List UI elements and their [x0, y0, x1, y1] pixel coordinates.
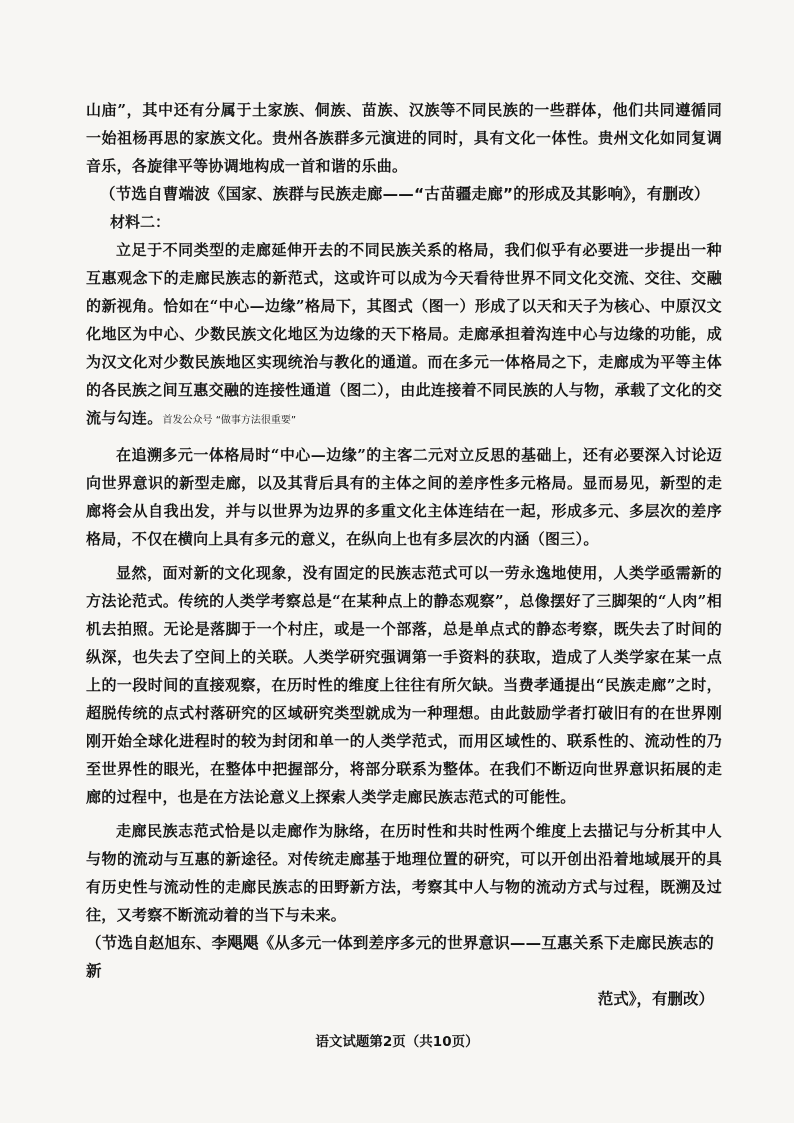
- source-citation-2-line-2: 范式》，有删改）: [597, 990, 714, 1008]
- paragraph-1-text: 立足于不同类型的走廊延伸开去的不同民族关系的格局，我们似乎有必要进一步提出一种互惠观念下的走廊民族志的新范式，这或许可以成为今天看待世界不同文化交流、交往、交融的新视角。恰如在“中心—边缘”格局下，其图式（图一）形成了以天和天子为核心、中原汉文化地区为中心、少数民族文化地区为边缘的天下格局。走廊承担着沟连中心与边缘的功能，成为汉文化对少数民族地区实现统治与教化的通道。而在多元一体格局之下，走廊成为平等主体的各民族之间互惠交融的连接性通道（图二），由此连接着不同民族的人与物，承载了文化的交流与勾连。: [86, 241, 722, 427]
- material-two-heading: 材料二：: [110, 213, 171, 231]
- intro-paragraph: 山庙”，其中还有分属于土家族、侗族、苗族、汉族等不同民族的一些群体，他们共同遵循同一始祖杨再思的家族文化。贵州各族群多元演进的同时，具有文化一体性。贵州文化如同复调音乐，各旋律平等协调地构成一首和谐的乐曲。: [86, 101, 722, 175]
- watermark-text: 首发公众号 “做事方法很重要”: [162, 415, 297, 426]
- source-citation-1: （节选自曹端波《国家、族群与民族走廊——“古苗疆走廊”的形成及其影响》，有删改）: [100, 185, 710, 203]
- material-two-paragraph-3: 显然，面对新的文化现象，没有固定的民族志范式可以一劳永逸地使用，人类学亟需新的方法论范式。传统的人类学考察总是“在某种点上的静态观察”，总像摆好了三脚架的“人肉”相机去拍照。无论是落脚于一个村庄，或是一个部落，总是单点式的静态考察，既失去了时间的纵深，也失去了空间上的关联。人类学研究强调第一手资料的获取，造成了人类学家在某一点上的一段时间的直接观察，在历时性的维度上往往有所欠缺。当费孝通提出“民族走廊”之时，超脱传统的点式村落研究的区域研究类型就成为一种理想。由此鼓励学者打破旧有的在世界刚刚开始全球化进程时的较为封闭和单一的人类学范式，而用区域性的、联系性的、流动性的乃至世界性的眼光，在整体中把握部分，将部分联系为整体。在我们不断迈向世界意识拓展的走廊的过程中，也是在方法论意义上探索人类学走廊民族志范式的可能性。: [86, 564, 722, 806]
- material-two-paragraph-2: 在追溯多元一体格局时“中心—边缘”的主客二元对立反思的基础上，还有必要深入讨论迈向世界意识的新型走廊，以及其背后具有的主体之间的差序性多元格局。显而易见，新型的走廊将会从自我出发，并与以世界为边界的多重文化主体连结在一起，形成多元、多层次的差序格局，不仅在横向上具有多元的意义，在纵向上也有多层次的内涵（图三）。: [86, 446, 722, 548]
- page-footer: 语文试题第2页（共10页）: [315, 1034, 479, 1050]
- source-citation-2-line-1: （节选自赵旭东、李飓飓《从多元一体到差序多元的世界意识——互惠关系下走廊民族志的新: [86, 934, 715, 980]
- material-two-paragraph-4: 走廊民族志范式恰是以走廊作为脉络，在历时性和共时性两个维度上去描记与分析其中人与物的流动与互惠的新途径。对传统走廊基于地理位置的研究，可以开创出沿着地域展开的具有历史性与流动性的走廊民族志的田野新方法，考察其中人与物的流动方式与过程，既溯及过往，又考察不断流动着的当下与未来。: [86, 822, 722, 924]
- material-two-paragraph-1: [86, 236, 722, 435]
- page-content: [86, 96, 722, 1013]
